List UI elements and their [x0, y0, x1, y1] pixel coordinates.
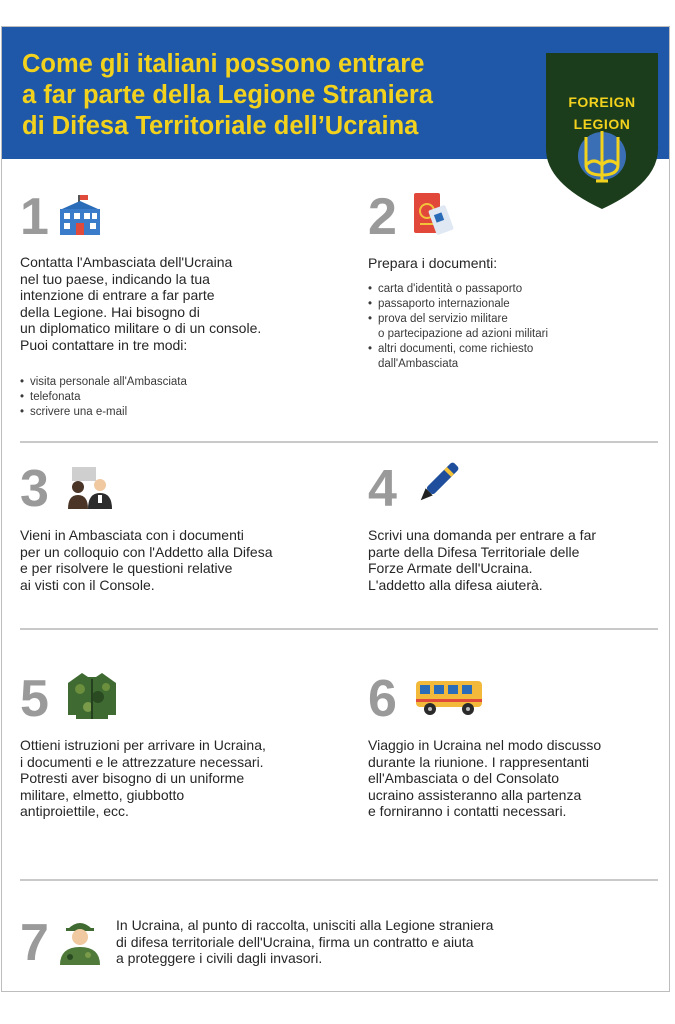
- bullet-item: [368, 282, 658, 297]
- step-text: [20, 737, 350, 820]
- bullet-text: • carta d'identità o passaporto: [378, 283, 523, 295]
- bus-icon: [414, 677, 484, 717]
- text-line: ai visti con il Console.: [20, 576, 155, 593]
- title-line: a far parte della Legione Straniera: [22, 81, 433, 109]
- step-text: [368, 255, 658, 272]
- text-line: antiproiettile, ecc.: [20, 803, 129, 819]
- bullet-text: • telefonata: [30, 391, 81, 403]
- bullet-item: [20, 405, 340, 420]
- text-line: parte della Difesa Territoriale delle: [368, 543, 580, 560]
- bullet-item: [368, 312, 658, 342]
- title-line: Come gli italiani possono entrare: [22, 50, 425, 78]
- text-line: Viaggio in Ucraina nel modo discusso: [368, 737, 602, 753]
- text-line: Potresti aver bisogno di un uniforme: [20, 770, 245, 786]
- bullet-item: [368, 342, 658, 372]
- bullet-list: [368, 282, 658, 372]
- step-number: 6: [368, 670, 397, 728]
- bullet-item: [368, 297, 658, 312]
- text-line: militare, elmetto, giubbotto: [20, 786, 185, 803]
- bullet-text: • passaporto internazionale: [378, 298, 510, 310]
- text-line: In Ucraina, al punto di raccolta, unisciti alla Legione straniera: [116, 917, 494, 933]
- bullet-item: [20, 375, 340, 390]
- passport-documents-icon: [410, 191, 454, 239]
- text-line: Forze Armate dell'Ucraina.: [368, 560, 533, 576]
- text-line: Puoi contattare in tre modi:: [20, 336, 188, 353]
- text-line: Vieni in Ambasciata con i documenti: [20, 527, 244, 543]
- pen-icon: [412, 459, 462, 509]
- step-text: [368, 527, 658, 593]
- divider: [20, 628, 658, 630]
- bullet-text: • prova del servizio militare: [378, 313, 508, 325]
- text-line: Scrivi una domanda per entrare a far: [368, 527, 597, 543]
- badge-line: FOREIGN: [568, 94, 636, 110]
- text-line: un diplomatico militare o di un console.: [20, 320, 262, 336]
- divider: [20, 441, 658, 443]
- step-number: 3: [20, 460, 49, 518]
- bullet-text: • scrivere una e-mail: [30, 406, 128, 418]
- text-line: i documenti e le attrezzature necessari.: [20, 753, 264, 770]
- text-line: Prepara i documenti:: [368, 255, 498, 271]
- badge-line: LEGION: [573, 116, 631, 132]
- step-number: 2: [368, 188, 397, 246]
- text-line: della Legione. Hai bisogno di: [20, 303, 200, 320]
- bullet-item: [20, 390, 340, 405]
- text-line: durante la riunione. I rappresentanti: [368, 753, 590, 770]
- text-line: per un colloquio con l'Addetto alla Difesa: [20, 543, 273, 560]
- text-line: e per risolvere le questioni relative: [20, 560, 233, 576]
- bullet-text: o partecipazione ad azioni militari: [378, 328, 549, 340]
- text-line: e forniranno i contatti necessari.: [368, 803, 567, 819]
- divider: [20, 879, 658, 881]
- soldier-icon: [58, 917, 102, 965]
- meeting-people-icon: [66, 465, 114, 509]
- infographic-sheet: [1, 26, 670, 992]
- title-line: di Difesa Territoriale dell’Ucraina: [22, 112, 419, 140]
- text-line: ell'Ambasciata o del Consolato: [368, 770, 560, 786]
- bullet-text: • visita personale all'Ambasciata: [30, 376, 187, 388]
- text-line: Contatta l'Ambasciata dell'Ucraina: [20, 254, 233, 270]
- text-line: nel tuo paese, indicando la tua: [20, 270, 210, 287]
- text-line: a proteggere i civili dagli invasori.: [116, 950, 323, 966]
- header-banner: [2, 27, 669, 159]
- step-number: 1: [20, 188, 49, 246]
- step-number: 7: [20, 914, 49, 972]
- step-text: [116, 917, 656, 967]
- text-line: di difesa territoriale dell'Ucraina, firma un contratto e aiuta: [116, 933, 474, 950]
- text-line: L'addetto alla difesa aiuterà.: [368, 576, 543, 593]
- camouflage-jacket-icon: [66, 671, 118, 721]
- step-number: 5: [20, 670, 49, 728]
- bullet-text: • altri documenti, come richiesto: [378, 343, 534, 355]
- badge-label: [546, 91, 658, 135]
- text-line: Ottieni istruzioni per arrivare in Ucraina,: [20, 737, 266, 753]
- step-text: [20, 527, 350, 593]
- step-text: [20, 254, 340, 353]
- page-title: [22, 49, 542, 142]
- text-line: intenzione di entrare a far parte: [20, 287, 215, 303]
- step-number: 4: [368, 460, 397, 518]
- bullet-text: dall'Ambasciata: [378, 358, 459, 370]
- bullet-list: [20, 375, 340, 420]
- step-text: [368, 737, 663, 820]
- text-line: ucraino assisteranno alla partenza: [368, 786, 582, 803]
- embassy-building-icon: [56, 193, 104, 237]
- foreign-legion-badge: [546, 53, 658, 209]
